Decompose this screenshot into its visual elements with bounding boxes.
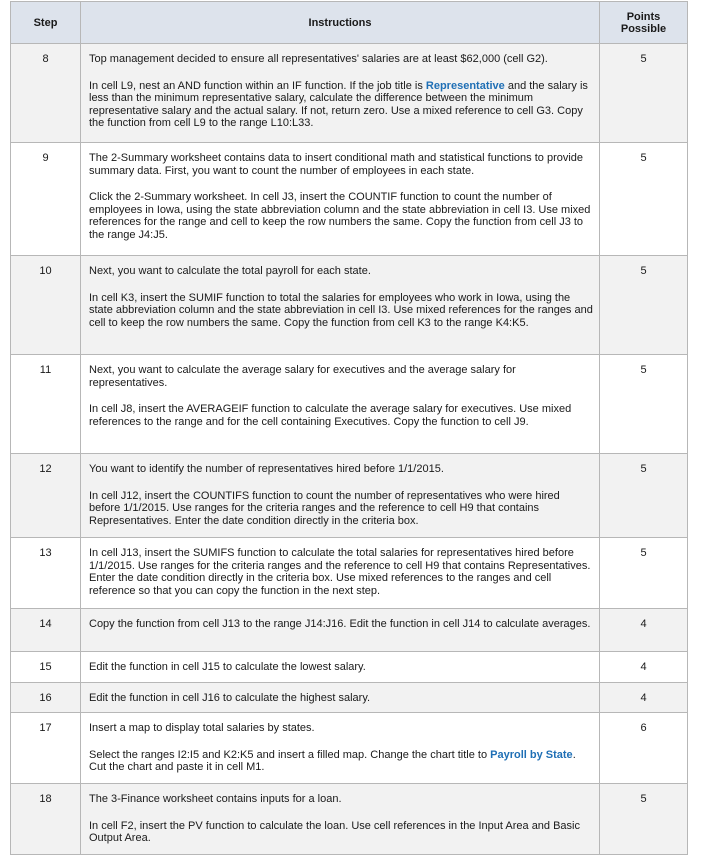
instruction-cell [81, 538, 600, 609]
instruction-cell [81, 355, 600, 454]
points-value: 5 [600, 784, 688, 855]
table-row [11, 44, 688, 143]
instruction-text: Top management decided to ensure all representatives' salaries are at least $62,000 (cell G2). [89, 53, 548, 65]
instruction-text: Click the 2-Summary worksheet. In cell J3, insert the COUNTIF function to count the number of employees in Iowa, using the state abbreviation column and the state abbreviation in cell I3. Use mixed references for the range and cell to keep the row numbers the same. Copy the function from cell J3 to the range J4:J5. [89, 191, 591, 241]
header-points-line2: Possible [620, 22, 667, 35]
step-number: 11 [11, 355, 81, 454]
step-number: 8 [11, 44, 81, 143]
table-row [11, 609, 688, 652]
points-value: 5 [600, 538, 688, 609]
step-number: 18 [11, 784, 81, 855]
instruction-text: Edit the function in cell J15 to calculate the lowest salary. [89, 661, 366, 673]
instruction-text-part: Select the ranges I2:I5 and K2:K5 and insert a filled map. Change the chart title to [89, 748, 491, 761]
points-value: 5 [600, 355, 688, 454]
instruction-text: In cell J13, insert the SUMIFS function to calculate the total salaries for representatives hired before 1/1/2015. Use ranges for the criteria ranges and the reference to cell H9 that contains Representatives. Enter the date condition directly in the criteria box. Use mixed references to the ranges and cell reference so that you can copy the function in the next step. [89, 547, 591, 597]
points-value: 5 [600, 44, 688, 143]
header-points-line1: Points [626, 10, 661, 23]
step-number: 14 [11, 609, 81, 652]
table-row [11, 454, 688, 538]
table-row [11, 784, 688, 855]
header-row [11, 2, 688, 44]
points-value: 5 [600, 454, 688, 538]
instruction-text: Edit the function in cell J16 to calculate the highest salary. [89, 691, 371, 704]
step-number: 10 [11, 256, 81, 355]
header-points [600, 2, 688, 44]
instruction-cell [81, 682, 600, 713]
instruction-cell [81, 256, 600, 355]
instruction-text: In cell K3, insert the SUMIF function to total the salaries for employees who work in Iowa, using the state abbreviation column and the state abbreviation in cell I3. Use mixed references for the ranges and cell to keep the row numbers the same. Copy the function from cell K3 to the range K4:K5. [89, 291, 593, 329]
instructions-table [10, 1, 688, 855]
step-number: 17 [11, 713, 81, 784]
instruction-cell [81, 143, 600, 256]
points-value: 4 [600, 682, 688, 713]
instruction-text: In cell J8, insert the AVERAGEIF function to calculate the average salary for executives. Use mixed references to the range and for the cell containing Executives. Copy the function to cell J9. [89, 403, 572, 428]
instruction-cell [81, 713, 600, 784]
instruction-text: Insert a map to display total salaries by states. [89, 722, 315, 734]
instruction-text [89, 80, 593, 130]
instruction-text: You want to identify the number of representatives hired before 1/1/2015. [89, 463, 444, 475]
table-row [11, 538, 688, 609]
points-value: 4 [600, 652, 688, 683]
table-row [11, 143, 688, 256]
table-row [11, 256, 688, 355]
instruction-text [89, 749, 593, 774]
header-step: Step [11, 2, 81, 44]
instruction-text: The 3-Finance worksheet contains inputs for a loan. [89, 793, 342, 805]
header-instructions: Instructions [81, 2, 600, 44]
instruction-text: Next, you want to calculate the average salary for executives and the average salary for representatives. [89, 364, 516, 389]
instruction-cell [81, 784, 600, 855]
instruction-text: Copy the function from cell J13 to the range J14:J16. Edit the function in cell J14 to calculate averages. [89, 618, 591, 630]
points-value: 4 [600, 609, 688, 652]
instruction-text-part: and the salary is less than the minimum representative salary, calculate the difference between the minimum representative salary and the actual salary. If not, return zero. Use a mixed reference to cell G3. Copy the function from cell L9 to the range L10:L33. [89, 79, 588, 129]
highlight-term: Representative [425, 79, 505, 92]
instruction-text: In cell J12, insert the COUNTIFS function to count the number of representatives who were hired before 1/1/2015. Use ranges for the criteria ranges and the reference to cell H9 that contains Representatives. Enter the date condition directly in the criteria box. [89, 489, 560, 527]
instruction-cell [81, 454, 600, 538]
step-number: 16 [11, 682, 81, 713]
instruction-text: In cell F2, insert the PV function to calculate the loan. Use cell references in the Input Area and Basic Output Area. [89, 819, 580, 844]
instruction-text: Next, you want to calculate the total payroll for each state. [89, 265, 371, 277]
points-value: 5 [600, 143, 688, 256]
instruction-text: The 2-Summary worksheet contains data to insert conditional math and statistical functions to provide summary data. First, you want to count the number of employees in each state. [89, 152, 584, 177]
table-row [11, 652, 688, 683]
step-number: 9 [11, 143, 81, 256]
step-number: 12 [11, 454, 81, 538]
highlight-term: Payroll by State [490, 748, 573, 761]
points-value: 5 [600, 256, 688, 355]
table-row [11, 713, 688, 784]
step-number: 13 [11, 538, 81, 609]
instruction-cell [81, 652, 600, 683]
instruction-cell [81, 609, 600, 652]
step-number: 15 [11, 652, 81, 683]
instruction-cell [81, 44, 600, 143]
instruction-text-part: . Cut the chart and paste it in cell M1. [89, 748, 576, 773]
instruction-text-part: In cell L9, nest an AND function within an IF function. If the job title is [89, 79, 426, 92]
points-value: 6 [600, 713, 688, 784]
table-row [11, 682, 688, 713]
table-row [11, 355, 688, 454]
